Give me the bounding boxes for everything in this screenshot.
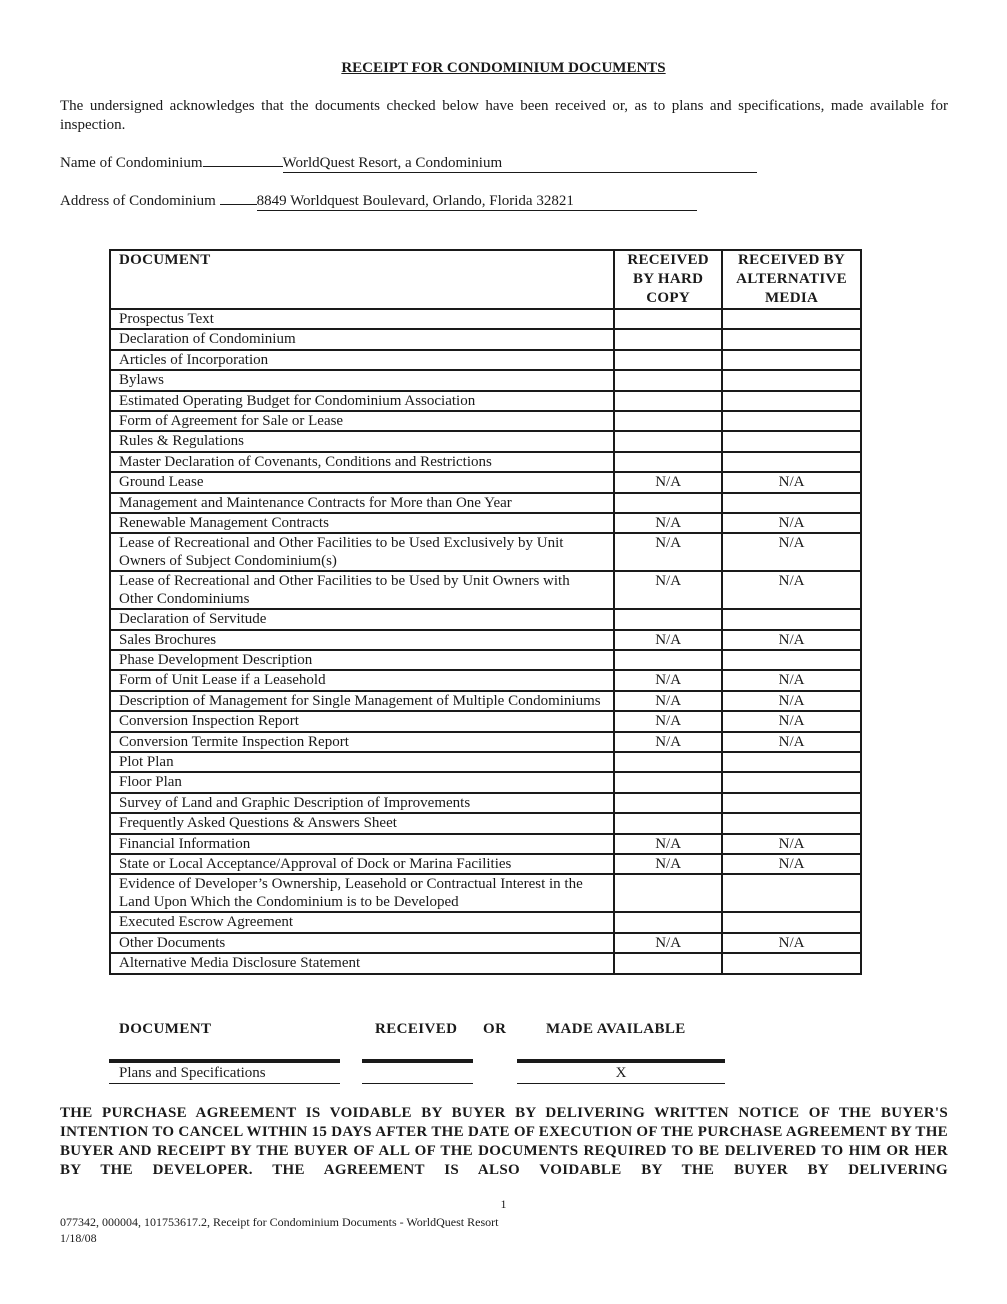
table-row xyxy=(110,912,861,932)
row-hard-copy-cell[interactable]: N/A xyxy=(614,472,722,492)
table-row xyxy=(110,609,861,629)
row-document: Form of Unit Lease if a Leasehold xyxy=(110,670,614,690)
row-alternative-media-cell[interactable]: N/A xyxy=(722,732,861,752)
table-row xyxy=(110,691,861,711)
plans-underline xyxy=(109,1083,340,1084)
row-alternative-media-cell[interactable]: N/A xyxy=(722,670,861,690)
row-alternative-media-cell[interactable] xyxy=(722,452,861,472)
footer-date: 1/18/08 xyxy=(60,1231,97,1245)
row-alternative-media-cell[interactable]: N/A xyxy=(722,691,861,711)
row-hard-copy-cell[interactable]: N/A xyxy=(614,933,722,953)
table-row xyxy=(110,650,861,670)
row-hard-copy-cell[interactable]: N/A xyxy=(614,711,722,731)
table-row xyxy=(110,493,861,513)
row-alternative-media-cell[interactable]: N/A xyxy=(722,533,861,571)
plans-divider xyxy=(109,1059,340,1063)
plans-underline xyxy=(517,1083,725,1084)
plans-col-made-available: MADE AVAILABLE xyxy=(546,1021,686,1037)
plans-col-document: DOCUMENT xyxy=(119,1021,212,1037)
row-alternative-media-cell[interactable] xyxy=(722,874,861,912)
row-hard-copy-cell[interactable]: N/A xyxy=(614,854,722,874)
row-alternative-media-cell[interactable] xyxy=(722,793,861,813)
row-document: Alternative Media Disclosure Statement xyxy=(110,953,614,973)
intro-paragraph: The undersigned acknowledges that the documents checked below have been received or, as to plans and specifications, made available for inspection. xyxy=(60,98,948,133)
documents-table xyxy=(109,249,862,975)
row-document: Management and Maintenance Contracts for More than One Year xyxy=(110,493,614,513)
row-document: Master Declaration of Covenants, Conditions and Restrictions xyxy=(110,452,614,472)
row-hard-copy-cell[interactable]: N/A xyxy=(614,571,722,609)
row-hard-copy-cell[interactable] xyxy=(614,874,722,912)
row-document: Description of Management for Single Management of Multiple Condominiums xyxy=(110,691,614,711)
plans-underline xyxy=(362,1083,473,1084)
row-alternative-media-cell[interactable] xyxy=(722,411,861,431)
row-hard-copy-cell[interactable] xyxy=(614,813,722,833)
row-document: Phase Development Description xyxy=(110,650,614,670)
row-alternative-media-cell[interactable] xyxy=(722,493,861,513)
row-hard-copy-cell[interactable]: N/A xyxy=(614,691,722,711)
table-row xyxy=(110,874,861,912)
underline-spacer xyxy=(220,204,257,205)
row-document: Survey of Land and Graphic Description of Improvements xyxy=(110,793,614,813)
row-hard-copy-cell[interactable] xyxy=(614,391,722,411)
row-hard-copy-cell[interactable] xyxy=(614,772,722,792)
row-alternative-media-cell[interactable] xyxy=(722,772,861,792)
row-hard-copy-cell[interactable]: N/A xyxy=(614,630,722,650)
header-received-alternative-media: RECEIVED BY ALTERNATIVE MEDIA xyxy=(722,250,861,309)
row-alternative-media-cell[interactable]: N/A xyxy=(722,854,861,874)
row-hard-copy-cell[interactable] xyxy=(614,493,722,513)
condominium-name-field xyxy=(60,154,757,173)
row-hard-copy-cell[interactable] xyxy=(614,370,722,390)
table-row xyxy=(110,630,861,650)
table-row xyxy=(110,571,861,609)
plans-col-or: OR xyxy=(483,1021,507,1037)
row-hard-copy-cell[interactable] xyxy=(614,411,722,431)
footer xyxy=(60,1214,498,1246)
row-document: Lease of Recreational and Other Facilities to be Used by Unit Owners with Other Condominiums xyxy=(110,571,614,609)
condominium-address-field xyxy=(60,192,697,211)
table-row xyxy=(110,411,861,431)
table-row xyxy=(110,933,861,953)
table-row xyxy=(110,772,861,792)
row-alternative-media-cell[interactable]: N/A xyxy=(722,571,861,609)
table-row xyxy=(110,391,861,411)
table-header-row xyxy=(110,250,861,309)
table-row xyxy=(110,452,861,472)
header-document: DOCUMENT xyxy=(110,250,614,309)
row-document: Executed Escrow Agreement xyxy=(110,912,614,932)
row-alternative-media-cell[interactable]: N/A xyxy=(722,711,861,731)
row-document: Sales Brochures xyxy=(110,630,614,650)
row-document: Articles of Incorporation xyxy=(110,350,614,370)
row-document: Declaration of Servitude xyxy=(110,609,614,629)
row-alternative-media-cell[interactable] xyxy=(722,752,861,772)
row-alternative-media-cell[interactable] xyxy=(722,912,861,932)
page-number: 1 xyxy=(500,1197,507,1211)
row-document: Renewable Management Contracts xyxy=(110,513,614,533)
row-document: Ground Lease xyxy=(110,472,614,492)
table-row xyxy=(110,329,861,349)
header-received-hard-copy: RECEIVED BY HARD COPY xyxy=(614,250,722,309)
table-row xyxy=(110,513,861,533)
row-document: Prospectus Text xyxy=(110,309,614,329)
row-alternative-media-cell[interactable] xyxy=(722,309,861,329)
plans-document: Plans and Specifications xyxy=(119,1065,266,1081)
table-row xyxy=(110,711,861,731)
row-hard-copy-cell[interactable] xyxy=(614,609,722,629)
footer-reference: 077342, 000004, 101753617.2, Receipt for Condominium Documents - WorldQuest Resort xyxy=(60,1215,499,1229)
document-title: RECEIPT FOR CONDOMINIUM DOCUMENTS xyxy=(341,60,666,76)
row-alternative-media-cell[interactable] xyxy=(722,609,861,629)
row-hard-copy-cell[interactable] xyxy=(614,793,722,813)
row-document: Financial Information xyxy=(110,834,614,854)
row-alternative-media-cell[interactable]: N/A xyxy=(722,834,861,854)
row-document: Rules & Regulations xyxy=(110,431,614,451)
voidable-notice: THE PURCHASE AGREEMENT IS VOIDABLE BY BUYER BY DELIVERING WRITTEN NOTICE OF THE BUYER'S INTENTION TO CANCEL WITHIN 15 DAYS AFTER THE DATE OF EXECUTION OF THE PURCHASE AGREEMENT BY THE BUYER AND RECEIPT BY THE BUYER OF ALL OF THE DOCUMENTS REQUIRED TO BE DELIVERED TO HIM OR HER BY THE DEVELOPER. THE AGREEMENT IS ALSO VOIDABLE BY THE BUYER BY DELIVERING xyxy=(60,1105,948,1178)
row-hard-copy-cell[interactable] xyxy=(614,912,722,932)
row-alternative-media-cell[interactable]: N/A xyxy=(722,513,861,533)
row-document: Form of Agreement for Sale or Lease xyxy=(110,411,614,431)
table-row xyxy=(110,350,861,370)
row-hard-copy-cell[interactable]: N/A xyxy=(614,513,722,533)
row-document: Evidence of Developer’s Ownership, Leasehold or Contractual Interest in the Land Upon Which the Condominium is to be Developed xyxy=(110,874,614,912)
row-hard-copy-cell[interactable] xyxy=(614,329,722,349)
row-document: Bylaws xyxy=(110,370,614,390)
row-hard-copy-cell[interactable] xyxy=(614,953,722,973)
row-hard-copy-cell[interactable] xyxy=(614,650,722,670)
row-hard-copy-cell[interactable]: N/A xyxy=(614,670,722,690)
table-row xyxy=(110,813,861,833)
table-row xyxy=(110,309,861,329)
row-alternative-media-cell[interactable] xyxy=(722,813,861,833)
row-alternative-media-cell[interactable] xyxy=(722,431,861,451)
row-document: Frequently Asked Questions & Answers Sheet xyxy=(110,813,614,833)
row-hard-copy-cell[interactable]: N/A xyxy=(614,533,722,571)
row-alternative-media-cell[interactable] xyxy=(722,953,861,973)
table-row xyxy=(110,472,861,492)
row-alternative-media-cell[interactable] xyxy=(722,370,861,390)
row-alternative-media-cell[interactable] xyxy=(722,650,861,670)
row-document: Conversion Inspection Report xyxy=(110,711,614,731)
plans-divider xyxy=(517,1059,725,1063)
row-hard-copy-cell[interactable] xyxy=(614,309,722,329)
row-alternative-media-cell[interactable]: N/A xyxy=(722,472,861,492)
row-document: Floor Plan xyxy=(110,772,614,792)
condominium-address-value[interactable]: 8849 Worldquest Boulevard, Orlando, Florida 32821 xyxy=(257,193,697,211)
plans-col-received: RECEIVED xyxy=(375,1021,458,1037)
row-document: State or Local Acceptance/Approval of Dock or Marina Facilities xyxy=(110,854,614,874)
plans-divider xyxy=(362,1059,473,1063)
table-row xyxy=(110,953,861,973)
row-alternative-media-cell[interactable]: N/A xyxy=(722,933,861,953)
row-document: Plot Plan xyxy=(110,752,614,772)
table-row xyxy=(110,670,861,690)
table-row xyxy=(110,732,861,752)
row-hard-copy-cell[interactable]: N/A xyxy=(614,732,722,752)
table-body xyxy=(110,309,861,974)
table-row xyxy=(110,854,861,874)
table-row xyxy=(110,370,861,390)
table-row xyxy=(110,533,861,571)
row-document: Other Documents xyxy=(110,933,614,953)
row-alternative-media-cell[interactable] xyxy=(722,350,861,370)
condominium-name-value[interactable]: WorldQuest Resort, a Condominium xyxy=(283,155,757,173)
table-row xyxy=(110,834,861,854)
underline-spacer xyxy=(203,166,283,167)
table-row xyxy=(110,793,861,813)
row-hard-copy-cell[interactable] xyxy=(614,431,722,451)
plans-made-available-checkbox[interactable]: X xyxy=(615,1065,627,1081)
row-alternative-media-cell[interactable] xyxy=(722,391,861,411)
row-document: Estimated Operating Budget for Condominium Association xyxy=(110,391,614,411)
condominium-name-label: Name of Condominium xyxy=(60,155,203,171)
row-hard-copy-cell[interactable] xyxy=(614,752,722,772)
table-row xyxy=(110,752,861,772)
row-hard-copy-cell[interactable] xyxy=(614,452,722,472)
row-document: Declaration of Condominium xyxy=(110,329,614,349)
row-alternative-media-cell[interactable]: N/A xyxy=(722,630,861,650)
row-alternative-media-cell[interactable] xyxy=(722,329,861,349)
table-row xyxy=(110,431,861,451)
row-document: Conversion Termite Inspection Report xyxy=(110,732,614,752)
row-document: Lease of Recreational and Other Facilities to be Used Exclusively by Unit Owners of Subject Condominium(s) xyxy=(110,533,614,571)
condominium-address-label: Address of Condominium xyxy=(60,193,216,209)
row-hard-copy-cell[interactable] xyxy=(614,350,722,370)
row-hard-copy-cell[interactable]: N/A xyxy=(614,834,722,854)
